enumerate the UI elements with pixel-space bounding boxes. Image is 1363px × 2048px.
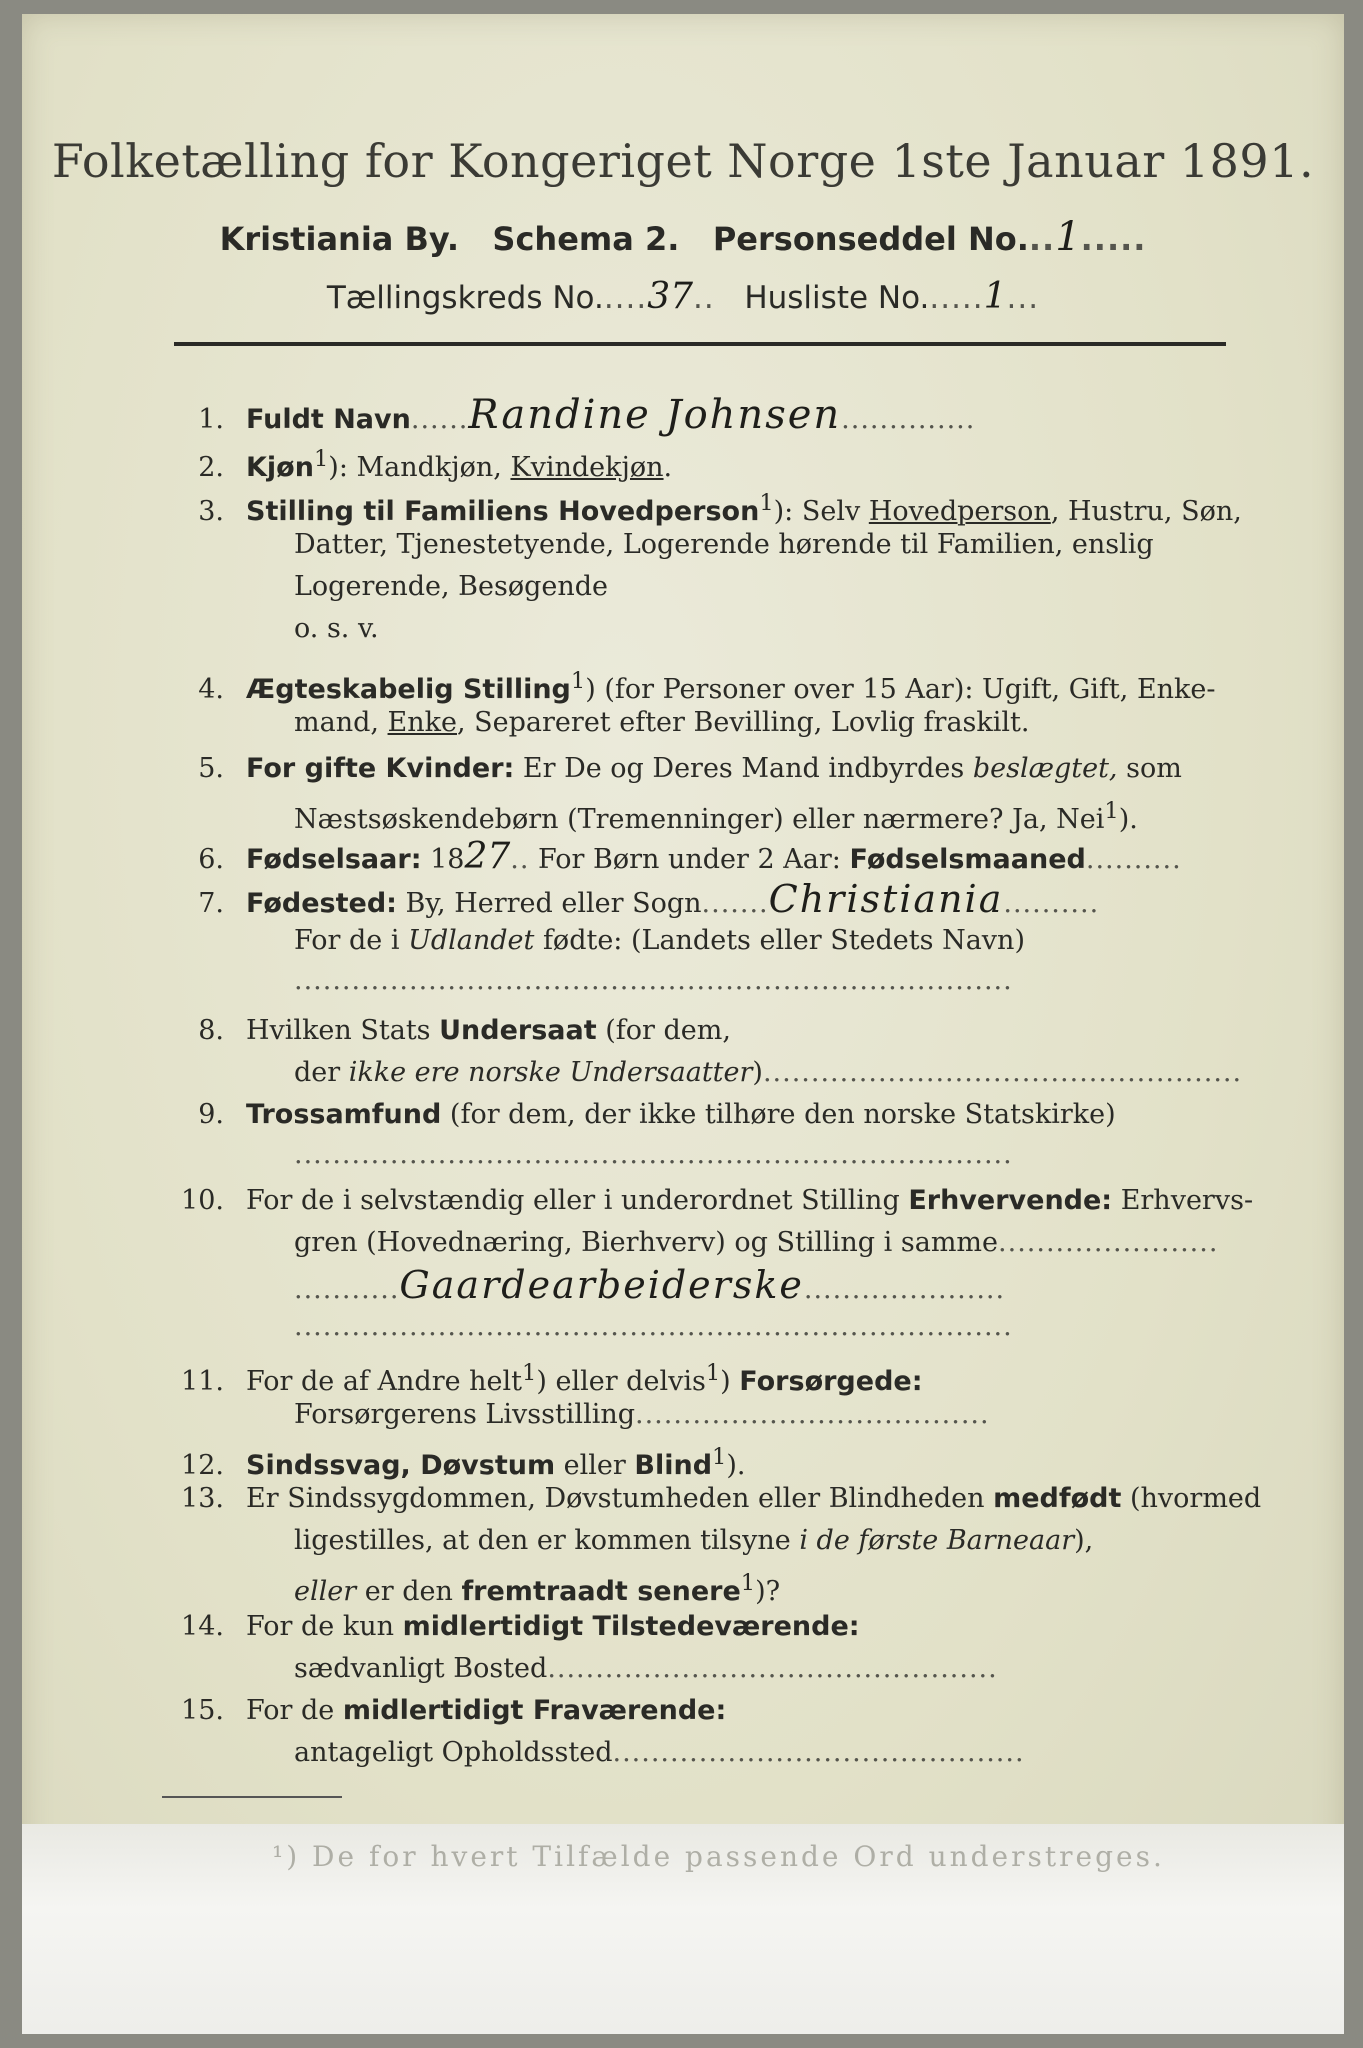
field-4-marital [174,664,1226,707]
field-text-italic: eller [294,1576,357,1607]
field-number: 4. [198,674,224,705]
field-3-line4: o. s. v. [294,613,379,644]
field-label: For gifte Kvinder: [246,753,515,784]
field-text: sædvanligt Bosted [294,1653,548,1684]
census-form-sheet [22,14,1344,2034]
field-14-line2: sædvanligt Bosted............................................... [294,1653,998,1684]
footnote-marker: 1 [522,1360,537,1386]
field-text: For de af Andre helt [246,1366,523,1397]
field-1-name: 1. Fuldt Navn......Randine Johnsen.............. [174,398,1226,437]
field-text: By, Herred eller Sogn [396,888,702,919]
field-6-birth-year: 6. Fødselsaar: 1827.. For Børn under 2 Aar: Fødselsmaaned.......... [174,840,1226,877]
field-text-italic: ikke ere norske Undersaatter [348,1057,753,1088]
field-label: Sindssvag, Døvstum [246,1450,556,1481]
field-label: Ægteskabelig Stilling [246,674,571,705]
field-7-line2 [174,924,1346,958]
field-11-line2: Forsørgerens Livsstilling..................................... [294,1399,990,1430]
field-label: midlertidigt Tilstedeværende: [402,1611,860,1642]
field-text: fødte: (Landets eller Stedets Navn) [534,925,1025,956]
footnote-marker: 1 [570,668,586,694]
field-15-line2: antageligt Opholdssted........................................... [294,1737,1025,1768]
footnote-text: ¹) De for hvert Tilfælde passende Ord understreges. [272,1840,1165,1873]
field-text: ligestilles, at den er kommen tilsyne [294,1525,800,1556]
field-number: 8. [198,1015,224,1046]
field-label: fremtraadt senere [461,1576,741,1607]
field-number: 3. [198,496,224,527]
field-10-occupation [174,1184,1254,1218]
field-label: Trossamfund [246,1099,442,1130]
field-number: 11. [181,1366,224,1397]
field-text: ) (for Personer over 15 Aar): Ugift, Gift, Enke- [585,674,1216,705]
personseddel-label: Personseddel No. [712,220,1029,258]
full-name-value: Randine Johnsen [468,392,842,438]
field-number: 2. [198,452,224,483]
field-2-gender: 2. Kjøn$^1$): Mandkjøn, Kvindekjøn. [174,442,1226,485]
field-text: Forsørgerens Livsstilling [294,1399,636,1430]
field-4-line2 [174,706,1346,740]
taellingskreds-number: 37 [647,276,694,317]
field-text-italic: beslægtet, [972,753,1118,784]
footnote-marker: 1 [705,1360,721,1386]
city-label: Kristiania By. [219,220,459,258]
field-text: er den [356,1576,462,1607]
field-text: Hvilken Stats [246,1015,440,1046]
field-text: )? [755,1576,781,1607]
field-text: ) [720,1366,740,1397]
field-text: , Separeret efter Bevilling, Lovlig fraskilt. [457,707,1030,738]
field-number: 14. [181,1611,224,1642]
field-14-temporary-present [174,1610,1226,1644]
field-text: For Børn under 2 Aar: [529,844,850,875]
selected-option: Kvindekjøn [510,452,664,483]
field-text: For de [246,1695,343,1726]
field-number: 13. [181,1483,224,1514]
field-number: 7. [198,888,224,919]
field-15-temporary-absent [174,1694,1226,1728]
field-text: ). [726,1450,746,1481]
field-number: 9. [198,1099,224,1130]
form-title: Folketælling for Kongeriget Norge 1ste Januar 1891. [51,134,1315,188]
field-label: Erhvervende: [908,1185,1113,1216]
field-8-line2: der ikke ere norske Undersaatter).................................................. [294,1057,1243,1088]
field-text: For de i [294,925,409,956]
footnote-marker: 1 [1104,798,1119,824]
field-number: 15. [181,1695,224,1726]
field-13-line2 [174,1524,1346,1558]
field-text: der [294,1057,349,1088]
birthplace-value: Christiania [768,877,1004,921]
field-5-line2: Næstsøskendebørn (Tremenninger) eller nærmere? Ja, Nei$^1$). [294,798,1138,835]
field-8-citizenship [174,1014,1226,1048]
field-label: medfødt [993,1483,1122,1514]
field-text: (for dem, der ikke tilhøre den norske Statskirke) [441,1099,1116,1130]
field-text: , Hustru, Søn, [1050,496,1242,527]
field-10-line2: gren (Hovednæring, Bierhverv) og Stilling i samme....................... [294,1227,1219,1258]
field-13-congenital [174,1482,1262,1516]
field-text: gren (Hovednæring, Bierhverv) og Stilling i samme [294,1227,999,1258]
footnote-marker: 1 [712,1444,727,1470]
field-number: 1. [198,404,224,435]
field-number: 5. [198,753,224,784]
field-text: eller [555,1450,635,1481]
field-5-married-women [174,752,1226,786]
selected-option: Enke [387,707,457,738]
field-text: (for dem, [596,1015,731,1046]
footnote-marker: 1 [759,490,774,516]
field-text: Erhvervs- [1112,1185,1254,1216]
field-text: ) eller delvis [536,1366,706,1397]
occupation-value: Gaardearbeiderske [399,1263,804,1307]
blank-answer-line: ........................................................................... [294,1311,1013,1342]
field-label: Fuldt Navn [246,404,411,435]
form-subtitle-district: Kristiania By. Schema 2. Personseddel No...1..... [219,214,1147,260]
schema-label: Schema 2. [492,220,680,258]
footnote-marker: 1 [740,1570,756,1596]
field-3-line3: Logerende, Besøgende [294,571,608,602]
field-number: 10. [181,1185,224,1216]
field-text: Er De og Deres Mand indbyrdes [514,753,973,784]
field-text: ): Selv [773,496,869,527]
footnote-marker: 1 [313,446,329,472]
blank-answer-line: ........................................................................... [294,1139,1013,1170]
field-12-disability [174,1440,1226,1483]
field-label: Blind [634,1450,713,1481]
field-label: Fødested: [246,888,397,919]
personseddel-number: 1 [1055,214,1081,260]
selected-option: Hovedperson [868,496,1051,527]
field-text: ): Mandkjøn, [328,452,511,483]
field-10-answer-line: ...........Gaardearbeiderske..................... [294,1263,1006,1307]
footnote-divider [162,1796,342,1798]
form-subtitle-numbers: Tællingskreds No.....37.. Husliste No......1... [326,276,1040,317]
field-11-supported [174,1356,1226,1399]
husliste-label: Husliste No. [744,280,930,316]
field-text: (hvormed [1121,1483,1262,1514]
husliste-number: 1 [983,276,1007,317]
blank-answer-line: ........................................................................... [294,965,1013,996]
field-text: som [1117,753,1182,784]
field-text-italic: Udlandet [408,925,535,956]
taellingskreds-label: Tællingskreds No. [326,280,604,316]
field-7-birthplace: 7. Fødested: By, Herred eller Sogn.......Christiania.......... [174,882,1226,921]
field-text: mand, [294,707,388,738]
field-number: 12. [181,1450,224,1481]
field-text: 18 [421,844,465,875]
field-label: Fødselsmaaned [849,844,1086,875]
field-label: Fødselsaar: [246,844,422,875]
field-3-line2: Datter, Tjenestetyende, Logerende hørende til Familien, enslig [294,529,1154,560]
birth-year-value: 27 [464,836,511,877]
field-text-italic: i de første Barneaar [799,1525,1075,1556]
field-label: Undersaat [439,1015,597,1046]
header-divider [174,342,1226,346]
field-label: Stilling til Familiens Hovedperson [246,496,760,527]
field-3-position [174,486,1242,529]
field-text: Næstsøskendebørn (Tremenninger) eller nærmere? Ja, Nei [294,804,1105,835]
field-9-religion [174,1098,1226,1132]
field-text: ) [752,1057,763,1088]
field-13-line3 [174,1566,1346,1609]
field-text: ), [1074,1525,1094,1556]
field-text: For de kun [246,1611,403,1642]
field-number: 6. [198,844,224,875]
field-text: Er Sindssygdommen, Døvstumheden eller Blindheden [246,1483,994,1514]
field-label: midlertidigt Fraværende: [342,1695,727,1726]
field-text: For de i selvstændig eller i underordnet Stilling [246,1185,909,1216]
field-label: Forsørgede: [739,1366,923,1397]
field-text: antageligt Opholdssted [294,1737,613,1768]
field-label: Kjøn [246,452,314,483]
